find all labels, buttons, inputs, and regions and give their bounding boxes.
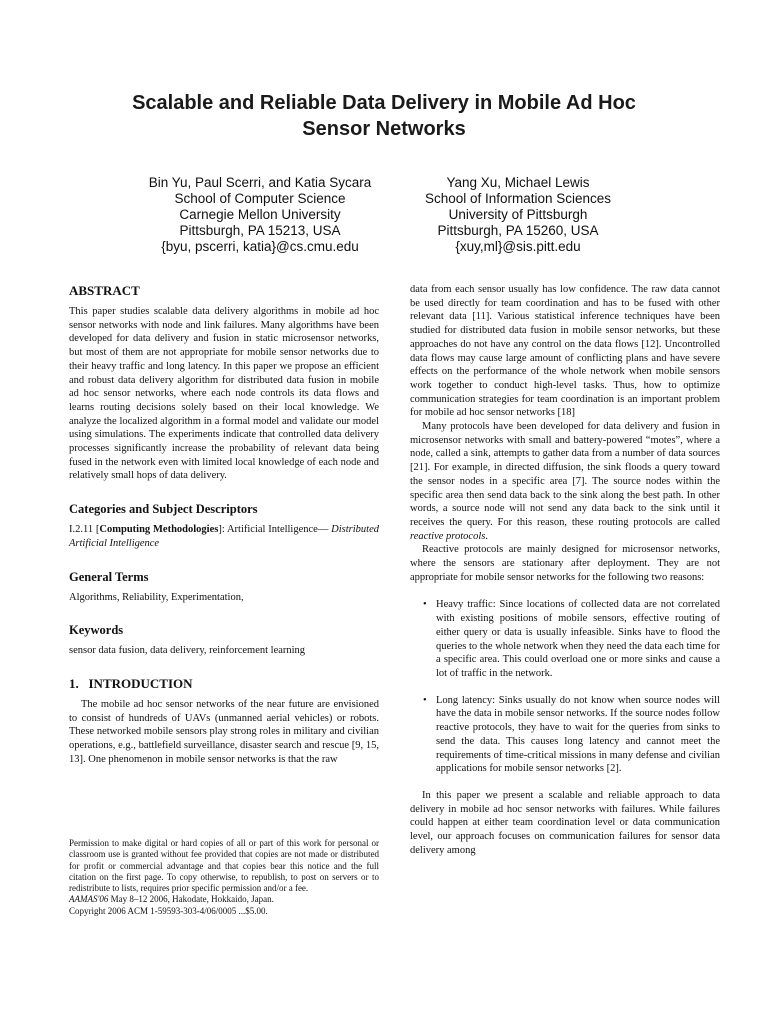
general-terms-text: Algorithms, Reliability, Experimentation, — [69, 591, 244, 603]
list-item: • Long latency: Sinks usually do not know when source nodes will have the data in mobile sensor networks. If the source nodes follow reactive protocols, they have to wait for the queries from sinks to send the data. This causes long latency and cannot meet the requirements of time-critical missions in many defense and civilian applications for mobile sensor networks [2]. — [423, 694, 720, 775]
bullet-glyph: • — [423, 694, 427, 706]
introduction-paragraph: The mobile ad hoc sensor networks of the near future are envisioned to consist of hundreds of UAVs (unmanned aerial vehicles) or robots. These networked mobile sensors play strong roles in military and civilian operations, e.g., battlefield surveillance, disaster search and rescue [9, 15, 13]. One phenomenon in mobile sensor networks is that the raw — [69, 698, 379, 765]
introduction-heading: 1. INTRODUCTION — [69, 675, 193, 691]
author-block-cmu — [110, 175, 410, 255]
paper-title — [60, 90, 708, 142]
body-paragraph: data from each sensor usually has low confidence. The raw data cannot be used directly for team coordination and has to be fused with other relevant data [11]. Various statistical inference techniques have been studied for distributed data fusion in mobile sensor networks, but these approaches do not have any control on the data flows [12]. Uncontrolled data flows may cause large amount of conflicting plans and have severe effects on the performance of the whole network when mobile sensors work together to conduct high-level tasks. Thus, how to optimize communication strategies for team coordination is an important problem for mobile ad hoc sensor networks [18] — [410, 284, 720, 419]
left-column — [69, 283, 379, 766]
list-item: • Heavy traffic: Since locations of collected data are not correlated with existing positions of mobile sensors, effective routing of either query or data is usually infeasible. Sinks have to flood the queries to the whole network when they need the data each time for a specific area. This could overload one or more sinks and cause a lot of traffic in the network. — [423, 599, 720, 679]
author-university: Carnegie Mellon University — [179, 207, 341, 222]
author-address: Pittsburgh, PA 15213, USA — [179, 223, 341, 238]
abstract-heading: ABSTRACT — [69, 283, 140, 298]
author-school: School of Information Sciences — [424, 191, 612, 206]
title-line-2: Sensor Networks — [302, 118, 466, 140]
author-names: Bin Yu, Paul Scerri, and Katia Sycara — [148, 175, 372, 190]
bullet-glyph: • — [423, 599, 427, 611]
copyright-text: Copyright 2006 ACM 1-59593-303-4/06/0005 ...$5.00. — [69, 905, 268, 916]
body-paragraph: Many protocols have been developed for data delivery and fusion in microsensor networks with small and battery-powered “motes”, where a node, called a sink, attempts to gather data from a number of data sources [21]. For example, in directed diffusion, the sink floods a query toward the sensor nodes in a specific area [7]. The source nodes within the specific area then send data back to the sink along the best path. In other words, a source node will not send any data back to the sink until it receives the query. For this reason, these routing protocols are called reactive protocols. — [410, 421, 720, 542]
permission-footnote — [69, 838, 379, 917]
author-email: {byu, pscerri, katia}@cs.cmu.edu — [161, 239, 359, 254]
right-column — [410, 283, 720, 857]
keywords-text: sensor data fusion, data delivery, reinforcement learning — [69, 645, 306, 657]
reasons-list — [410, 598, 720, 775]
author-email: {xuy,ml}@sis.pitt.edu — [455, 239, 581, 254]
author-address: Pittsburgh, PA 15260, USA — [437, 223, 599, 238]
abstract-text: This paper studies scalable data delivery algorithms in mobile ad hoc sensor networks with node and link failures. Many algorithms have been developed for data delivery and fusion in static microsensor networks, but most of them are not appropriate for mobile sensor networks due to their heavy traffic and long latency. In this paper we propose an efficient and robust data delivery algorithm for distributed data fusion in mobile ad hoc sensor networks, where each node controls its data flows and learns routing decisions solely based on their local knowledge. We analyze the localized algorithm in a formal model and validate our model using simulations. The experiments indicate that controlled data delivery processes significantly increase the probability of relevant data being fused in the network even with limited local knowledge of each node and relatively small hops of data delivery. — [69, 306, 379, 482]
categories-text: I.2.11 [Computing Methodologies]: Artificial Intelligence— Distributed Artificial Intelligence — [69, 524, 380, 549]
body-paragraph: Reactive protocols are mainly designed for microsensor networks, where the sensors are stationary after deployment. They are not appropriate for mobile sensor networks for the following two reasons: — [410, 544, 720, 583]
keywords-heading: Keywords — [69, 623, 124, 638]
permission-text: Permission to make digital or hard copies of all or part of this work for personal or classroom use is granted without fee provided that copies are not made or distributed for profit or commercial advantage and that copies bear this notice and the full citation on the first page. To copy otherwise, to republish, to post on servers or to redistribute to lists, requires prior specific permission and/or a fee. — [69, 838, 379, 894]
venue-text: AAMAS'06 May 8–12 2006, Hakodate, Hokkaido, Japan. — [69, 894, 274, 905]
author-names: Yang Xu, Michael Lewis — [446, 175, 590, 190]
title-line-1: Scalable and Reliable Data Delivery in Mobile Ad Hoc — [132, 92, 636, 114]
body-paragraph: In this paper we present a scalable and reliable approach to data delivery in mobile ad hoc sensor networks with failures. While failures could happen at either team coordination level or data communication level, our approach focuses on communication failures for sensor data delivery among — [410, 789, 720, 856]
author-school: School of Computer Science — [174, 191, 346, 206]
author-university: University of Pittsburgh — [448, 207, 588, 222]
categories-heading: Categories and Subject Descriptors — [69, 502, 258, 517]
general-terms-heading: General Terms — [69, 569, 149, 584]
author-block-pitt — [368, 175, 668, 255]
